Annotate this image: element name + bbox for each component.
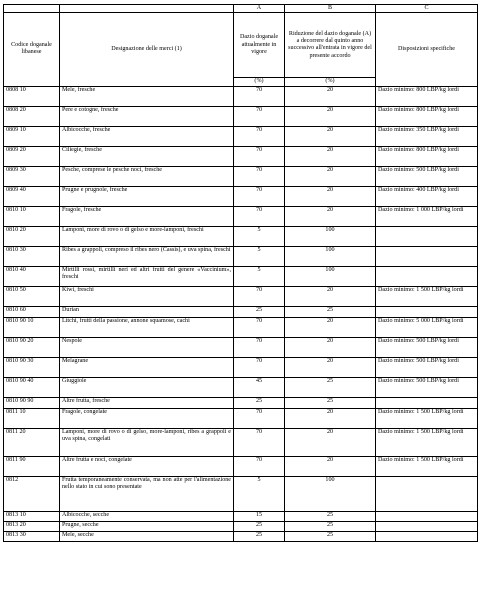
current-duty-cell: 70 <box>234 408 285 428</box>
duty-reduction-cell: 100 <box>285 266 376 286</box>
description-cell: Litchi, frutti della passione, annone squamose, cachi <box>60 317 234 337</box>
tariff-code-cell: 0810 90 40 <box>4 377 60 397</box>
header-row <box>4 13 478 78</box>
current-duty-cell: 5 <box>234 266 285 286</box>
tariff-code-cell: 0810 10 <box>4 206 60 226</box>
current-duty-cell: 70 <box>234 126 285 146</box>
tariff-code-cell: 0809 30 <box>4 166 60 186</box>
table-row <box>4 146 478 166</box>
current-duty-cell: 70 <box>234 428 285 456</box>
table-row <box>4 86 478 106</box>
tariff-code-cell: 0813 20 <box>4 521 60 531</box>
current-duty-cell: 70 <box>234 186 285 206</box>
table-row <box>4 531 478 541</box>
letter-cell-blank <box>4 5 60 13</box>
description-cell: Lamponi, more di rovo o di gelso e more-lamponi, freschi <box>60 226 234 246</box>
specific-provision-cell: Dazio minimo: 1 000 LBP/kg lordi <box>376 206 478 226</box>
current-duty-cell: 25 <box>234 521 285 531</box>
description-cell: Ciliegie, fresche <box>60 146 234 166</box>
table-row <box>4 226 478 246</box>
tariff-code-cell: 0810 90 30 <box>4 357 60 377</box>
current-duty-cell: 70 <box>234 86 285 106</box>
column-letter-b: B <box>285 5 376 13</box>
table-row <box>4 456 478 476</box>
table-row <box>4 521 478 531</box>
tariff-code-cell: 0810 90 20 <box>4 337 60 357</box>
description-cell: Mele, secche <box>60 531 234 541</box>
tariff-code-cell: 0808 20 <box>4 106 60 126</box>
description-cell: Nespole <box>60 337 234 357</box>
current-duty-cell: 70 <box>234 106 285 126</box>
specific-provision-cell <box>376 511 478 521</box>
duty-reduction-cell: 20 <box>285 106 376 126</box>
current-duty-cell: 70 <box>234 337 285 357</box>
specific-provision-cell: Dazio minimo: 1 500 LBP/kg lordi <box>376 456 478 476</box>
duty-reduction-cell: 20 <box>285 428 376 456</box>
current-duty-cell: 15 <box>234 511 285 521</box>
table-row <box>4 286 478 306</box>
table-row <box>4 317 478 337</box>
specific-provision-cell <box>376 397 478 408</box>
duty-reduction-cell: 25 <box>285 397 376 408</box>
description-cell: Mele, fresche <box>60 86 234 106</box>
table-row <box>4 337 478 357</box>
description-cell: Fragole, fresche <box>60 206 234 226</box>
tariff-code-cell: 0810 30 <box>4 246 60 266</box>
description-cell: Kiwi, freschi <box>60 286 234 306</box>
tariff-code-cell: 0809 10 <box>4 126 60 146</box>
current-duty-cell: 5 <box>234 476 285 511</box>
tariff-code-cell: 0809 40 <box>4 186 60 206</box>
description-cell: Ribes a grappoli, compreso il ribes nero (Cassis), e uva spina, freschi <box>60 246 234 266</box>
duty-reduction-cell: 20 <box>285 146 376 166</box>
letter-cell-blank <box>60 5 234 13</box>
table-row <box>4 511 478 521</box>
specific-provision-cell: Dazio minimo: 1 500 LBP/kg lordi <box>376 428 478 456</box>
description-cell: Albicocche, fresche <box>60 126 234 146</box>
specific-provision-cell: Dazio minimo: 1 500 LBP/kg lordi <box>376 286 478 306</box>
specific-provision-cell <box>376 266 478 286</box>
table-row <box>4 166 478 186</box>
header-duty-reduction: Riduzione del dazio doganale (A) a decorrere dal quinto anno successivo all'entrata in vigore del presente accordo <box>285 13 376 78</box>
current-duty-cell: 5 <box>234 246 285 266</box>
duty-reduction-cell: 25 <box>285 531 376 541</box>
tariff-code-cell: 0810 40 <box>4 266 60 286</box>
table-row <box>4 428 478 456</box>
specific-provision-cell: Dazio minimo: 500 LBP/kg lordi <box>376 337 478 357</box>
description-cell: Fragole, congelate <box>60 408 234 428</box>
duty-reduction-cell: 20 <box>285 206 376 226</box>
header-code: Codice doganale libanese <box>4 13 60 86</box>
tariff-code-cell: 0811 10 <box>4 408 60 428</box>
specific-provision-cell <box>376 246 478 266</box>
tariff-code-cell: 0810 90 90 <box>4 397 60 408</box>
description-cell: Frutta temporaneamente conservata, ma non atte per l'alimentazione nello stato in cui sono presentate <box>60 476 234 511</box>
current-duty-cell: 25 <box>234 397 285 408</box>
header-description: Designazione delle merci (1) <box>60 13 234 86</box>
description-cell: Altre frutta, fresche <box>60 397 234 408</box>
tariff-code-cell: 0812 <box>4 476 60 511</box>
column-letter-row <box>4 5 478 13</box>
description-cell: Lamponi, more di rovo o di gelso, more-lamponi, ribes a grappoli e uva spina, congelati <box>60 428 234 456</box>
duty-reduction-cell: 25 <box>285 377 376 397</box>
duty-reduction-cell: 20 <box>285 337 376 357</box>
specific-provision-cell <box>376 521 478 531</box>
unit-a: (%) <box>234 78 285 86</box>
duty-reduction-cell: 20 <box>285 166 376 186</box>
current-duty-cell: 70 <box>234 357 285 377</box>
column-letter-a: A <box>234 5 285 13</box>
current-duty-cell: 25 <box>234 531 285 541</box>
duty-reduction-cell: 20 <box>285 456 376 476</box>
duty-reduction-cell: 25 <box>285 306 376 317</box>
specific-provision-cell: Dazio minimo: 500 LBP/kg lordi <box>376 166 478 186</box>
tariff-code-cell: 0813 30 <box>4 531 60 541</box>
specific-provision-cell <box>376 226 478 246</box>
duty-reduction-cell: 20 <box>285 357 376 377</box>
description-cell: Pesche, comprese le pesche noci, fresche <box>60 166 234 186</box>
duty-reduction-cell: 100 <box>285 246 376 266</box>
current-duty-cell: 25 <box>234 306 285 317</box>
tariff-code-cell: 0811 20 <box>4 428 60 456</box>
tariff-table <box>3 4 478 542</box>
current-duty-cell: 70 <box>234 166 285 186</box>
duty-reduction-cell: 20 <box>285 186 376 206</box>
table-row <box>4 206 478 226</box>
table-row <box>4 357 478 377</box>
duty-reduction-cell: 100 <box>285 226 376 246</box>
current-duty-cell: 70 <box>234 286 285 306</box>
specific-provision-cell: Dazio minimo: 400 LBP/kg lordi <box>376 186 478 206</box>
current-duty-cell: 70 <box>234 206 285 226</box>
tariff-code-cell: 0809 20 <box>4 146 60 166</box>
tariff-code-cell: 0810 50 <box>4 286 60 306</box>
table-row <box>4 476 478 511</box>
duty-reduction-cell: 20 <box>285 126 376 146</box>
table-row <box>4 106 478 126</box>
duty-reduction-cell: 20 <box>285 408 376 428</box>
header-current-duty: Dazio doganale attualmente in vigore <box>234 13 285 78</box>
description-cell: Prugne, secche <box>60 521 234 531</box>
current-duty-cell: 45 <box>234 377 285 397</box>
duty-reduction-cell: 20 <box>285 317 376 337</box>
table-row <box>4 408 478 428</box>
description-cell: Pere e cotogne, fresche <box>60 106 234 126</box>
tariff-code-cell: 0810 20 <box>4 226 60 246</box>
header-specific-provisions: Disposizioni specifiche <box>376 13 478 86</box>
description-cell: Mirtilli rossi, mirtilli neri ed altri frutti del genere «Vaccinium», freschi <box>60 266 234 286</box>
table-row <box>4 377 478 397</box>
tariff-code-cell: 0811 90 <box>4 456 60 476</box>
current-duty-cell: 70 <box>234 456 285 476</box>
unit-b: (%) <box>285 78 376 86</box>
current-duty-cell: 70 <box>234 317 285 337</box>
specific-provision-cell <box>376 476 478 511</box>
tariff-table-page <box>3 4 477 542</box>
specific-provision-cell: Dazio minimo: 5 000 LBP/kg lordi <box>376 317 478 337</box>
duty-reduction-cell: 20 <box>285 286 376 306</box>
tariff-code-cell: 0810 90 10 <box>4 317 60 337</box>
specific-provision-cell: Dazio minimo: 800 LBP/kg lordi <box>376 146 478 166</box>
description-cell: Durian <box>60 306 234 317</box>
table-row <box>4 397 478 408</box>
duty-reduction-cell: 100 <box>285 476 376 511</box>
description-cell: Albicocche, secche <box>60 511 234 521</box>
specific-provision-cell: Dazio minimo: 500 LBP/kg lordi <box>376 357 478 377</box>
description-cell: Giuggiole <box>60 377 234 397</box>
specific-provision-cell: Dazio minimo: 350 LBP/kg lordi <box>376 126 478 146</box>
duty-reduction-cell: 25 <box>285 521 376 531</box>
specific-provision-cell <box>376 306 478 317</box>
description-cell: Melagrane <box>60 357 234 377</box>
specific-provision-cell <box>376 531 478 541</box>
specific-provision-cell: Dazio minimo: 800 LBP/kg lordi <box>376 106 478 126</box>
tariff-code-cell: 0813 10 <box>4 511 60 521</box>
specific-provision-cell: Dazio minimo: 500 LBP/kg lordi <box>376 377 478 397</box>
current-duty-cell: 5 <box>234 226 285 246</box>
description-cell: Altre frutta e noci, congelate <box>60 456 234 476</box>
tariff-code-cell: 0810 60 <box>4 306 60 317</box>
specific-provision-cell: Dazio minimo: 1 500 LBP/kg lordi <box>376 408 478 428</box>
table-row <box>4 306 478 317</box>
specific-provision-cell: Dazio minimo: 800 LBP/kg lordi <box>376 86 478 106</box>
duty-reduction-cell: 25 <box>285 511 376 521</box>
table-row <box>4 266 478 286</box>
tariff-table-body <box>4 5 478 542</box>
current-duty-cell: 70 <box>234 146 285 166</box>
column-letter-c: C <box>376 5 478 13</box>
tariff-code-cell: 0808 10 <box>4 86 60 106</box>
table-row <box>4 246 478 266</box>
duty-reduction-cell: 20 <box>285 86 376 106</box>
table-row <box>4 126 478 146</box>
table-row <box>4 186 478 206</box>
description-cell: Prugne e prugnole, fresche <box>60 186 234 206</box>
